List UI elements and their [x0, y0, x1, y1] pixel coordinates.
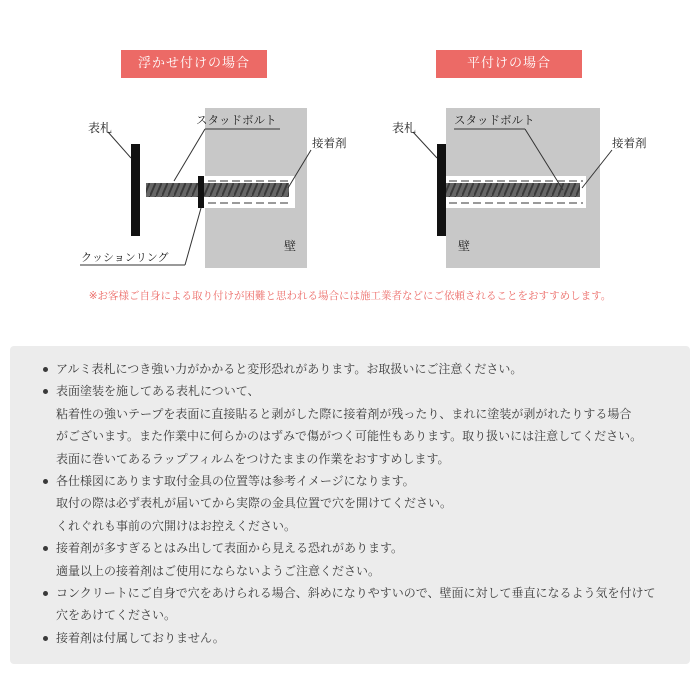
list-item [10, 627, 690, 649]
list-item [10, 582, 690, 627]
nameplate [131, 144, 140, 236]
note-line: アルミ表札につき強い力がかかると変形恐れがあります。お取扱いにご注意ください。 [56, 362, 523, 376]
note-line: 表面塗装を施してある表札について、 [56, 384, 260, 399]
label-plate: 表札 [392, 121, 417, 135]
bullet-icon [43, 546, 48, 551]
heading-floating: 浮かせ付けの場合 [121, 50, 267, 78]
bullet-icon [43, 636, 48, 641]
note-line: 表面に巻いてあるラップフィルムをつけたままの作業をおすすめします。 [56, 451, 450, 466]
plate-leader [108, 132, 131, 158]
flat-mount-diagram [392, 108, 647, 268]
list-item [10, 358, 690, 380]
bullet-icon [43, 367, 48, 372]
note-line: 取付の際は必ず表札が届いてから実際の金具位置で穴を開けてください。 [56, 496, 453, 511]
label-bolt: スタッドボルト [196, 113, 277, 127]
cushion-ring [198, 176, 204, 208]
label-plate: 表札 [88, 121, 113, 135]
installation-diagrams [0, 0, 700, 290]
note-line: 接着剤は付属しておりません。 [56, 630, 225, 645]
list-item [10, 537, 690, 582]
note-line: 粘着性の強いテープを表面に直接貼ると剥がした際に接着剤が残ったり、まれに塗装が剥がれたりする場合 [56, 406, 632, 421]
label-adhesive: 接着剤 [312, 136, 347, 150]
note-line: がございます。また作業中に何らかのはずみで傷がつく可能性もあります。取り扱いには注意してください。 [56, 429, 643, 444]
list-item [10, 470, 690, 537]
plate-leader [413, 132, 437, 158]
bullet-icon [43, 479, 48, 484]
note-line: 穴をあけてください。 [56, 608, 177, 623]
notes-list [10, 346, 690, 649]
note-line: 適量以上の接着剤はご使用にならないようご注意ください。 [56, 563, 381, 578]
floating-mount-diagram [80, 108, 347, 268]
label-adhesive: 接着剤 [612, 136, 647, 150]
installer-recommendation-note: ※お客様ご自身による取り付けが困難と思われる場合には施工業者などにご依頼されることをおすすめします。 [88, 290, 612, 302]
label-bolt: スタッドボルト [454, 113, 535, 127]
label-cushion: クッションリング [81, 251, 169, 264]
label-wall: 壁 [458, 239, 471, 253]
notes-panel [10, 346, 690, 664]
note-line: くれぐれも事前の穴開けはお控えください。 [56, 518, 297, 533]
note-line: 接着剤が多すぎるとはみ出して表面から見える恐れがあります。 [56, 541, 404, 556]
heading-flat: 平付けの場合 [436, 50, 582, 78]
nameplate [437, 144, 446, 236]
label-wall: 壁 [284, 239, 297, 253]
bullet-icon [43, 591, 48, 596]
note-line: コンクリートにご自身で穴をあけられる場合、斜めになりやすいので、壁面に対して垂直になるよう気を付けて [56, 586, 656, 601]
cushion-leader [185, 208, 201, 265]
list-item [10, 380, 690, 470]
bolt-leader [174, 129, 205, 181]
stud-bolt [146, 183, 289, 197]
note-line: 各仕様図にあります取付金具の位置等は参考イメージになります。 [56, 474, 415, 489]
bullet-icon [43, 389, 48, 394]
